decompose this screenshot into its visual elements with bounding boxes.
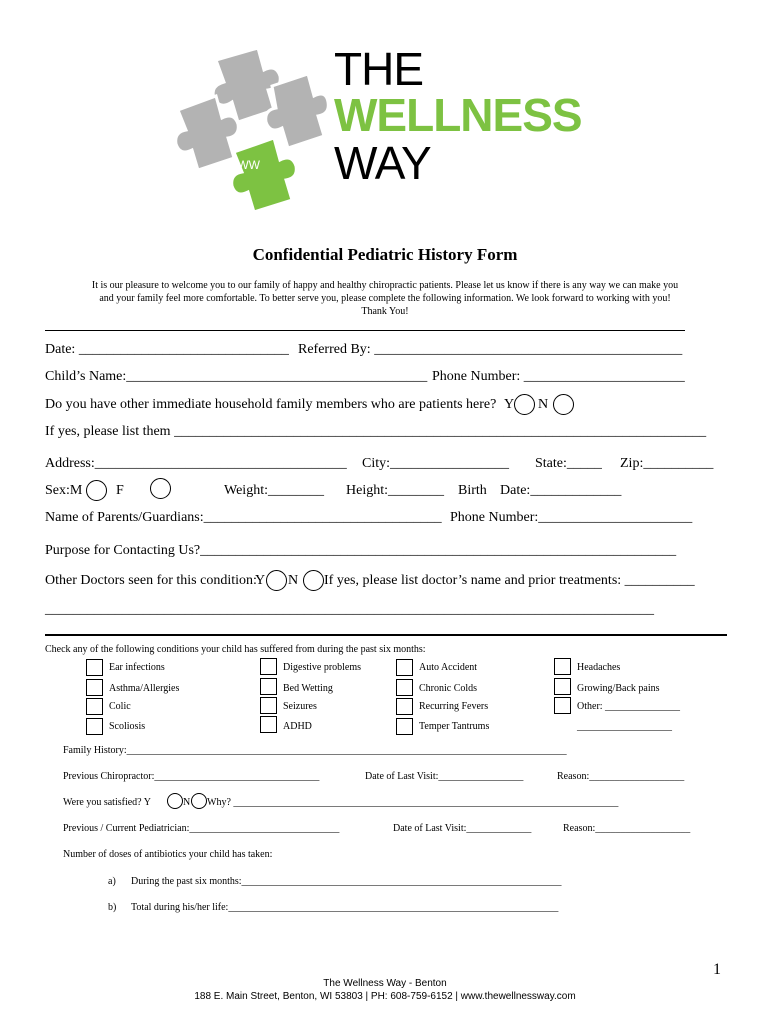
antibiotics-a-label: a) [108,876,116,887]
phone-number-field[interactable]: Phone Number: _______________________ [432,369,685,384]
other-doctors-extra-line[interactable]: _______________________________________________________________________________________ [45,602,654,617]
zip-field[interactable]: Zip:__________ [620,456,714,471]
other-doctors-details-field[interactable]: If yes, please list doctor’s name and prior treatments: __________ [324,573,695,588]
logo-text-way: WAY [334,137,431,189]
checkbox-scoliosis[interactable] [86,718,103,735]
antibiotics-six-months-field[interactable]: During the past six months:________________________________________________________________ [131,876,562,887]
checkbox-other[interactable] [554,697,571,714]
condition-label: ADHD [283,721,312,732]
checkbox-bed-wetting[interactable] [260,678,277,695]
height-field[interactable]: Height:________ [346,483,444,498]
logo-text-the: THE [334,43,423,95]
satisfied-yes-radio[interactable] [167,793,183,809]
other-doctors-yes-radio[interactable] [266,570,287,591]
checkbox-adhd[interactable] [260,716,277,733]
checkbox-headaches[interactable] [554,658,571,675]
condition-label: Headaches [577,662,621,673]
parents-phone-field[interactable]: Phone Number:______________________ [450,510,693,525]
sex-m-radio[interactable] [86,480,107,501]
state-field[interactable]: State:_____ [535,456,602,471]
logo-text-wellness: WELLNESS [334,89,582,141]
pediatrician-last-visit-field[interactable]: Date of Last Visit:_____________ [393,823,532,834]
household-yes-label: Y [504,397,515,412]
condition-label: Chronic Colds [419,683,478,694]
condition-label: Asthma/Allergies [109,683,180,694]
checkbox-growing-back-pains[interactable] [554,678,571,695]
family-history-field[interactable]: Family History:________________________________________________________________________________________ [63,745,567,756]
other-doctors-label: Other Doctors seen for this condition: [45,573,257,588]
checkbox-asthma-allergies[interactable] [86,679,103,696]
checkbox-temper-tantrums[interactable] [396,718,413,735]
other-condition-field[interactable]: Other: _______________ [577,701,681,712]
other-doctors-no-label: N [288,573,299,588]
divider [45,330,685,331]
condition-label: Seizures [283,701,317,712]
household-yes-radio[interactable] [514,394,535,415]
other-condition-extra-line[interactable]: ___________________ [577,721,672,732]
condition-label: Digestive problems [283,662,362,673]
checkbox-chronic-colds[interactable] [396,679,413,696]
birth-label: Birth [458,483,487,498]
condition-label: Ear infections [109,662,165,673]
intro-line-2: and your family feel more comfortable. To better serve you, please complete the following information. We look forward to working with you! [99,293,671,304]
intro-line-1: It is our pleasure to welcome you to our family of happy and healthy chiropractic patients. Please let us know if there is any way we can make you [91,280,679,291]
checkbox-colic[interactable] [86,698,103,715]
antibiotics-question: Number of doses of antibiotics your child has taken: [63,849,273,860]
chiro-reason-field[interactable]: Reason:___________________ [557,771,685,782]
other-doctors-yes-label: Y [255,573,266,588]
checkbox-ear-infections[interactable] [86,659,103,676]
antibiotics-b-label: b) [108,902,117,913]
satisfied-label: Were you satisfied? Y [63,797,151,808]
section-divider [45,634,727,636]
sex-f-radio[interactable] [150,478,171,499]
intro-line-3: Thank You! [361,306,409,317]
household-no-label: N [538,397,549,412]
condition-label: Temper Tantrums [419,721,490,732]
date-field[interactable]: Date: ______________________________ [45,342,289,357]
condition-label: Recurring Fevers [419,701,489,712]
birth-date-field[interactable]: Date:_____________ [500,483,622,498]
household-question: Do you have other immediate household family members who are patients here? [45,397,497,412]
page-title: Confidential Pediatric History Form [252,245,518,264]
child-name-field[interactable]: Child’s Name:___________________________________________ [45,369,428,384]
satisfied-no-label: N [183,797,191,808]
satisfied-no-radio[interactable] [191,793,207,809]
footer-line-1: The Wellness Way - Benton [323,978,447,989]
parents-field[interactable]: Name of Parents/Guardians:__________________________________ [45,510,442,525]
referred-by-field[interactable]: Referred By: ____________________________________________ [298,342,683,357]
other-doctors-no-radio[interactable] [303,570,324,591]
chiro-last-visit-field[interactable]: Date of Last Visit:_________________ [365,771,524,782]
why-field[interactable]: Why? _____________________________________________________________________________ [207,797,619,808]
checkbox-recurring-fevers[interactable] [396,698,413,715]
logo [168,40,608,215]
condition-label: Bed Wetting [283,683,333,694]
logo-badge: TWW [230,158,260,172]
household-no-radio[interactable] [553,394,574,415]
footer-line-2: 188 E. Main Street, Benton, WI 53803 | PH: 608-759-6152 | www.thewellnessway.com [194,991,576,1002]
condition-label: Scoliosis [109,721,146,732]
conditions-heading: Check any of the following conditions your child has suffered from during the past six months: [45,644,426,655]
address-field[interactable]: Address:____________________________________ [45,456,347,471]
purpose-field[interactable]: Purpose for Contacting Us?____________________________________________________________________ [45,543,677,558]
checkbox-digestive-problems[interactable] [260,658,277,675]
sex-f-label: F [116,483,124,498]
pediatrician-reason-field[interactable]: Reason:___________________ [563,823,691,834]
condition-label: Colic [109,701,131,712]
puzzle-logo-icon [168,40,333,215]
antibiotics-lifetime-field[interactable]: Total during his/her life:__________________________________________________________________ [131,902,559,913]
checkbox-auto-accident[interactable] [396,659,413,676]
previous-chiropractor-field[interactable]: Previous Chiropractor:_________________________________ [63,771,320,782]
sex-m-label: Sex:M [45,483,83,498]
checkbox-seizures[interactable] [260,697,277,714]
city-field[interactable]: City:_________________ [362,456,510,471]
household-list-field[interactable]: If yes, please list them ____________________________________________________________________________ [45,424,707,439]
page-number: 1 [713,961,721,978]
weight-field[interactable]: Weight:________ [224,483,324,498]
condition-label: Growing/Back pains [577,683,660,694]
condition-label: Auto Accident [419,662,478,673]
pediatrician-field[interactable]: Previous / Current Pediatrician:______________________________ [63,823,340,834]
